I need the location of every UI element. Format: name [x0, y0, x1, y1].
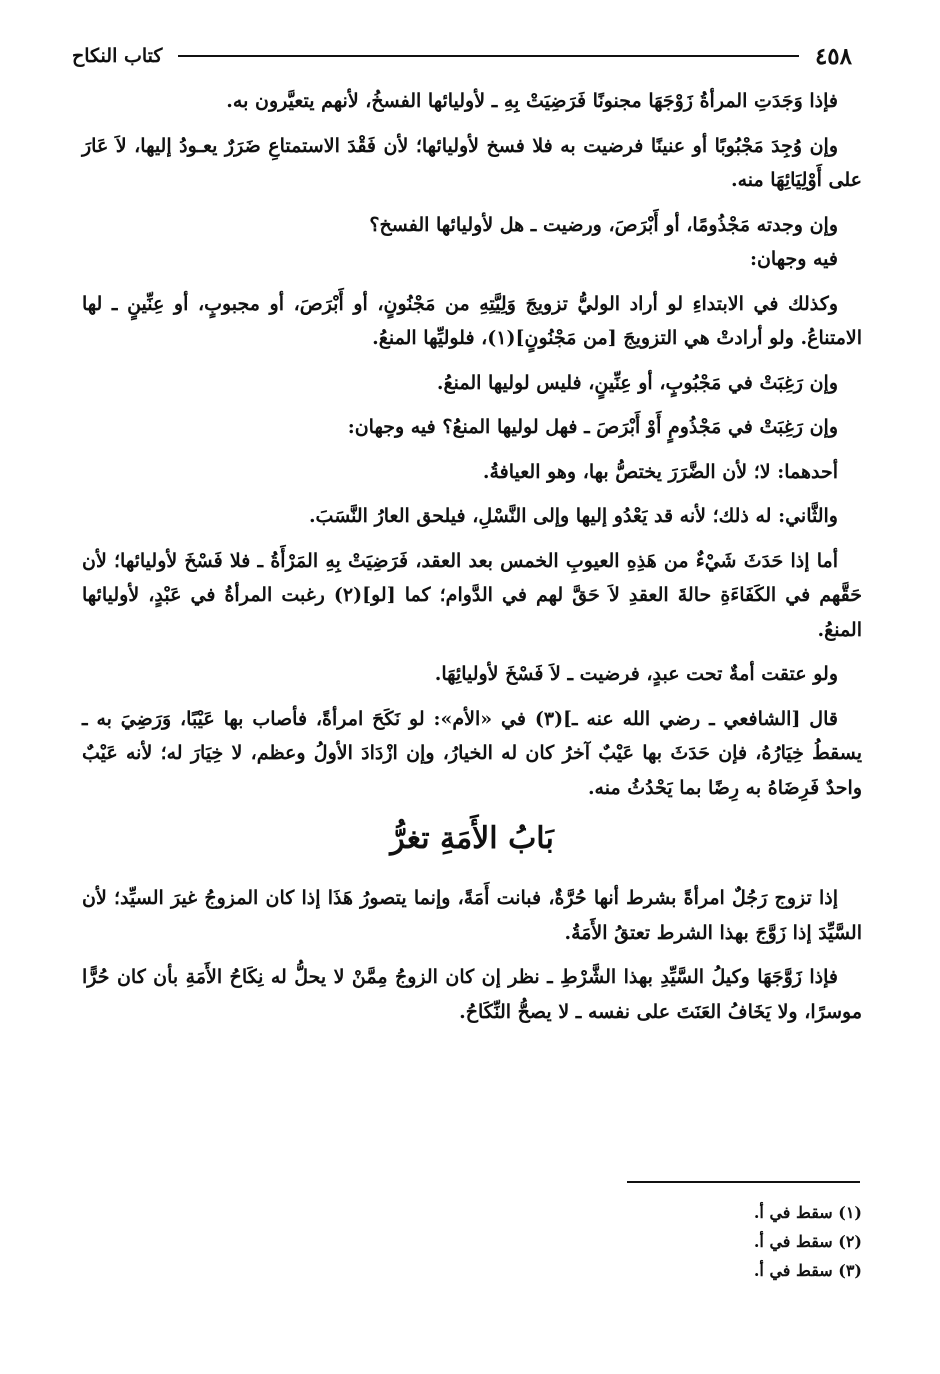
page-body: [82, 84, 862, 1039]
footnotes: [562, 1198, 862, 1285]
paragraph: والثَّاني: له ذلك؛ لأنه قد يَعْدُو إليها وإلى النَّسْلِ، فيلحق العارُ النَّسَبَ.: [308, 505, 838, 527]
paragraph: فإذا زَوَّجَهَا وكيلُ السَّيِّدِ بهذا الشَّرْطِ ـ نظر إن كان الزوجُ مِمَّنْ لا يحلُّ له نِكَاحُ الأَمَةِ بأن كان حُرًّا موسرًا، ولا يَخَافُ العَنَتَ على نفسه ـ لا يصحُّ النِّكَاحُ.: [82, 966, 862, 1023]
header-rule: [178, 55, 799, 57]
chapter-title: بَابُ الأَمَةِ تغرُّ: [390, 821, 554, 856]
paragraph: وإن وجدته مَجْذُومًا، أو أَبْرَصَ، ورضيت ـ هل لأوليائها الفسخ؟: [369, 213, 838, 236]
running-header: [72, 36, 852, 76]
footnote: (٣) سقط في أ.: [753, 1261, 862, 1280]
paragraph: فإذا وَجَدَتِ المرأةُ زَوْجَهَا مجنونًا فَرَضِيَتْ بِهِ ـ لأوليائها الفسخُ، لأنهم يتعيَّرون به.: [226, 90, 838, 112]
footnote: (١) سقط في أ.: [753, 1203, 862, 1222]
book-title: كتاب النكاح: [72, 45, 163, 67]
paragraph: قال [الشافعي ـ رضي الله عنه ـ](٣) في «الأم»: لو نَكَحَ امرأةً، فأصاب بها عَيْبًا، وَرَضِيَ به ـ يسقطُ خِيَارُهُ، فإن حَدَثَ بها عَيْبٌ آخرُ كان له الخيارُ، وإن ازْدَادَ الأولُ وعظم، لا خِيَارَ له؛ لأنه عَيْبٌ واحدٌ فَرِضَاهُ به رِضًا بما يَحْدُثُ منه.: [82, 707, 862, 799]
page-number: ٤٥٨: [814, 42, 852, 70]
paragraph: وإن وُجِدَ مَجْبُوبًا أو عنينًا فرضيت به فلا فسخ لأوليائها؛ لأن فَقْدَ الاستمتاعِ ضَرَرٌ يعـودُ إليها، لاَ عَارَ على أَوْلِيَائِهَا منه.: [82, 134, 862, 191]
paragraph: ولو عتقت أمةٌ تحت عبدٍ، فرضيت ـ لاَ فَسْخَ لأوليائِهَا.: [434, 663, 838, 685]
paragraph: وكذلك في الابتداءِ لو أراد الوليُّ تزويجَ وَلِيَّتِهِ من مَجْنُونٍ، أو أَبْرَصَ، أو مجبوبٍ، أو عِنِّينٍ ـ لها الامتناعُ. ولو أرادتْ هي التزويجَ [من مَجْنُونٍ](١)، فلوليِّها المنعُ.: [82, 292, 862, 349]
paragraph: أما إذا حَدَثَ شَيْءٌ من هَذِهِ العيوبِ الخمس بعد العقد، فَرَضِيَتْ بِهِ المَرْأَةُ ـ فلا فَسْخَ لأوليائها؛ لأن حَقَّهم في الكَفَاءَةِ حالةَ العقدِ لاَ حَقَّ لهم في الدَّوام؛ كما [لو](٢) رغبت المرأةُ في عَبْدٍ، لأوليائها المنعُ.: [82, 549, 862, 641]
paragraph: وإن رَغِبَتْ في مَجْبُوبٍ، أو عِنِّينٍ، فليس لوليها المنعُ.: [436, 371, 838, 394]
paragraph: فيه وجهان:: [749, 248, 838, 270]
paragraph: إذا تزوج رَجُلٌ امرأةً بشرط أنها حُرَّةٌ، فبانت أَمَةً، وإنما يتصورُ هَذَا إذا كان المزوجُ غيرَ السيِّد؛ لأن السَّيِّدَ إذا زَوَّجَ بهذا الشرط تعتقُ الأَمَةُ.: [82, 887, 862, 944]
paragraph: وإن رَغِبَتْ في مَجْذُومٍ أَوْ أَبْرَصَ ـ فهل لوليها المنعُ؟ فيه وجهان:: [347, 416, 838, 438]
footnote-rule: [627, 1181, 860, 1183]
footnote: (٢) سقط في أ.: [753, 1232, 862, 1251]
paragraph: أحدهما: لا؛ لأن الضَّرَرَ يختصُّ بها، وهو العيافةُ.: [482, 460, 838, 483]
